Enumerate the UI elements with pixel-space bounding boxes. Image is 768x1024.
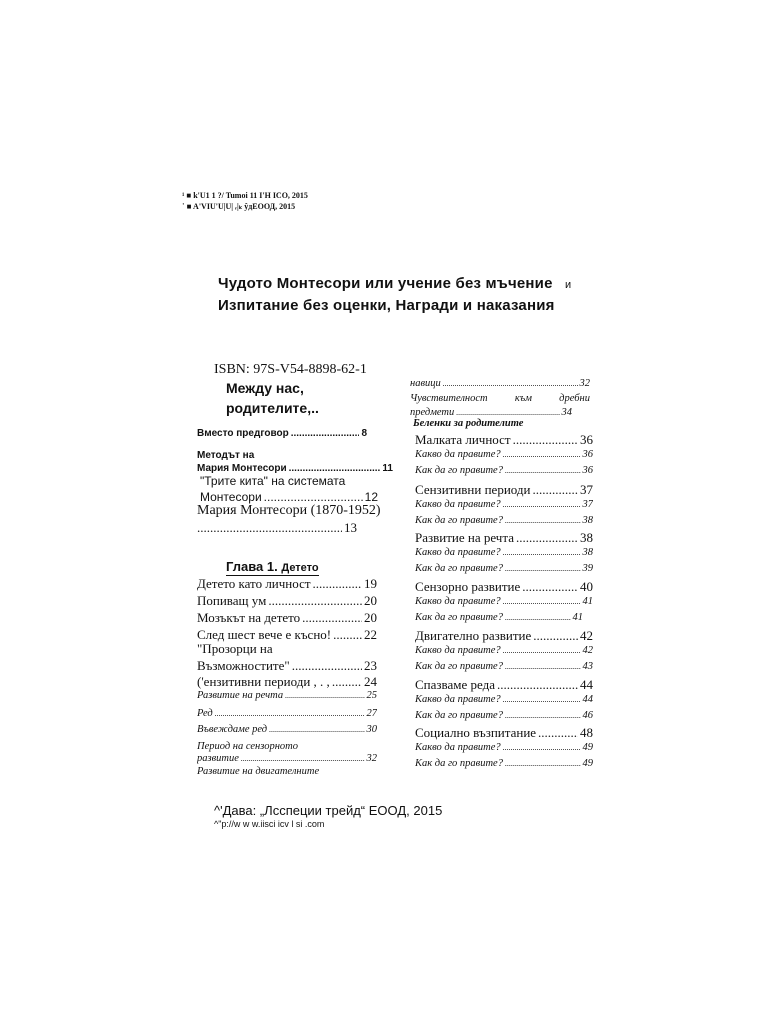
toc-entry-line: Методът на	[197, 450, 255, 461]
book-title-line-2: Изпитание без оценки, Награди и наказания	[218, 297, 555, 314]
publisher-line: ^'Дава: „Лсспеции трейд“ ЕООД, 2015	[214, 803, 443, 818]
toc-entry[interactable]: Мозъкът на детето ..... 20	[197, 610, 377, 626]
toc-entry[interactable]: Какво да правите? ..... 41	[415, 596, 593, 607]
toc-entry[interactable]: Въвеждаме ред ..... 30	[197, 724, 377, 735]
notes-heading: Беленки за родителите	[413, 418, 524, 429]
toc-entry[interactable]: Детето като личност ..... 19	[197, 576, 377, 592]
toc-entry[interactable]: Какво да правите? ..... 44	[415, 694, 593, 705]
toc-entry[interactable]: навици ..... 32	[410, 378, 590, 389]
toc-entry[interactable]: Мария Монтесори ..... 11	[197, 463, 393, 474]
toc-entry-line: Развитие на двигателните	[197, 766, 320, 777]
toc-entry[interactable]: развитие ..... 32	[197, 753, 377, 764]
toc-entry[interactable]: Какво да правите? ..... 36	[415, 449, 593, 460]
toc-entry[interactable]: Сензитивни периоди ..... 37	[415, 482, 593, 498]
toc-entry[interactable]: ..... 13	[197, 520, 357, 536]
toc-entry[interactable]: Как да го правите? ..... 46	[415, 710, 593, 721]
toc-entry[interactable]: Развитие на речта ..... 38	[415, 530, 593, 546]
isbn: ISBN: 97S-V54-8898-62-1	[214, 362, 367, 377]
intro-heading-line-1: Между нас,	[226, 380, 304, 396]
toc-entry[interactable]: Какво да правите? ..... 49	[415, 742, 593, 753]
toc-entry[interactable]: След шест вече е късно! ..... 22	[197, 627, 377, 643]
imprint-line-2: ˙ ■ A'VIU'U|U| ᵣ|ₖ ŷдЕООД, 2015	[182, 202, 296, 211]
toc-entry[interactable]: Възможностите" ..... 23	[197, 658, 377, 674]
chapter-heading: Глава 1. Детето	[226, 559, 319, 574]
toc-entry[interactable]: Попиващ ум ..... 20	[197, 593, 377, 609]
toc-entry[interactable]: Малката личност ..... 36	[415, 432, 593, 448]
toc-entry[interactable]: ('ензитивни периоди , . , ..... 24	[197, 674, 377, 690]
toc-entry[interactable]: Сензорно развитие ..... 40	[415, 579, 593, 595]
toc-entry[interactable]: Как да го правите? ..... 43	[415, 661, 593, 672]
toc-entry-line: Мария Монтесори (1870-1952)	[197, 503, 381, 518]
book-title-line-1: Чудото Монтесори или учение без мъчение и	[218, 275, 572, 292]
toc-entry[interactable]: Ред ..... 27	[197, 708, 377, 719]
toc-entry[interactable]: Вместо предговор ..... 8	[197, 428, 367, 439]
publisher-url: ^"p://w w w.iisci icv l si .com	[214, 819, 325, 829]
toc-entry[interactable]: Какво да правите? ..... 38	[415, 547, 593, 558]
toc-entry-line: "Трите кита" на системата	[200, 474, 346, 488]
toc-entry[interactable]: Социално възпитание ..... 48	[415, 725, 593, 741]
toc-entry[interactable]: Как да го правите? ..... 41	[415, 612, 583, 623]
toc-entry[interactable]: Развитие на речта ..... 25	[197, 690, 377, 701]
toc-entry[interactable]: Как да го правите? ..... 38	[415, 515, 593, 526]
toc-entry-line: "Прозорци на	[197, 641, 273, 656]
imprint-line-1: ¹ ■ k'U1 1 ?/ Tumoi 11 I'H ICO, 2015	[182, 191, 308, 200]
toc-entry-line: Чувствителност към дребни	[410, 393, 590, 404]
toc-entry[interactable]: Двигателно развитие ..... 42	[415, 628, 593, 644]
toc-entry[interactable]: предмети ..... 34	[410, 407, 572, 418]
toc-entry[interactable]: Как да го правите? ..... 36	[415, 465, 593, 476]
toc-entry[interactable]: Какво да правите? ..... 37	[415, 499, 593, 510]
toc-entry[interactable]: Какво да правите? ..... 42	[415, 645, 593, 656]
toc-entry[interactable]: Как да го правите? ..... 39	[415, 563, 593, 574]
toc-entry[interactable]: Как да го правите? ..... 49	[415, 758, 593, 769]
toc-entry-line: Период на сензорното	[197, 741, 299, 752]
toc-entry[interactable]: Монтесори ..... 12	[200, 490, 378, 504]
intro-heading-line-2: родителите,..	[226, 400, 319, 416]
toc-entry[interactable]: Спазваме реда ..... 44	[415, 677, 593, 693]
